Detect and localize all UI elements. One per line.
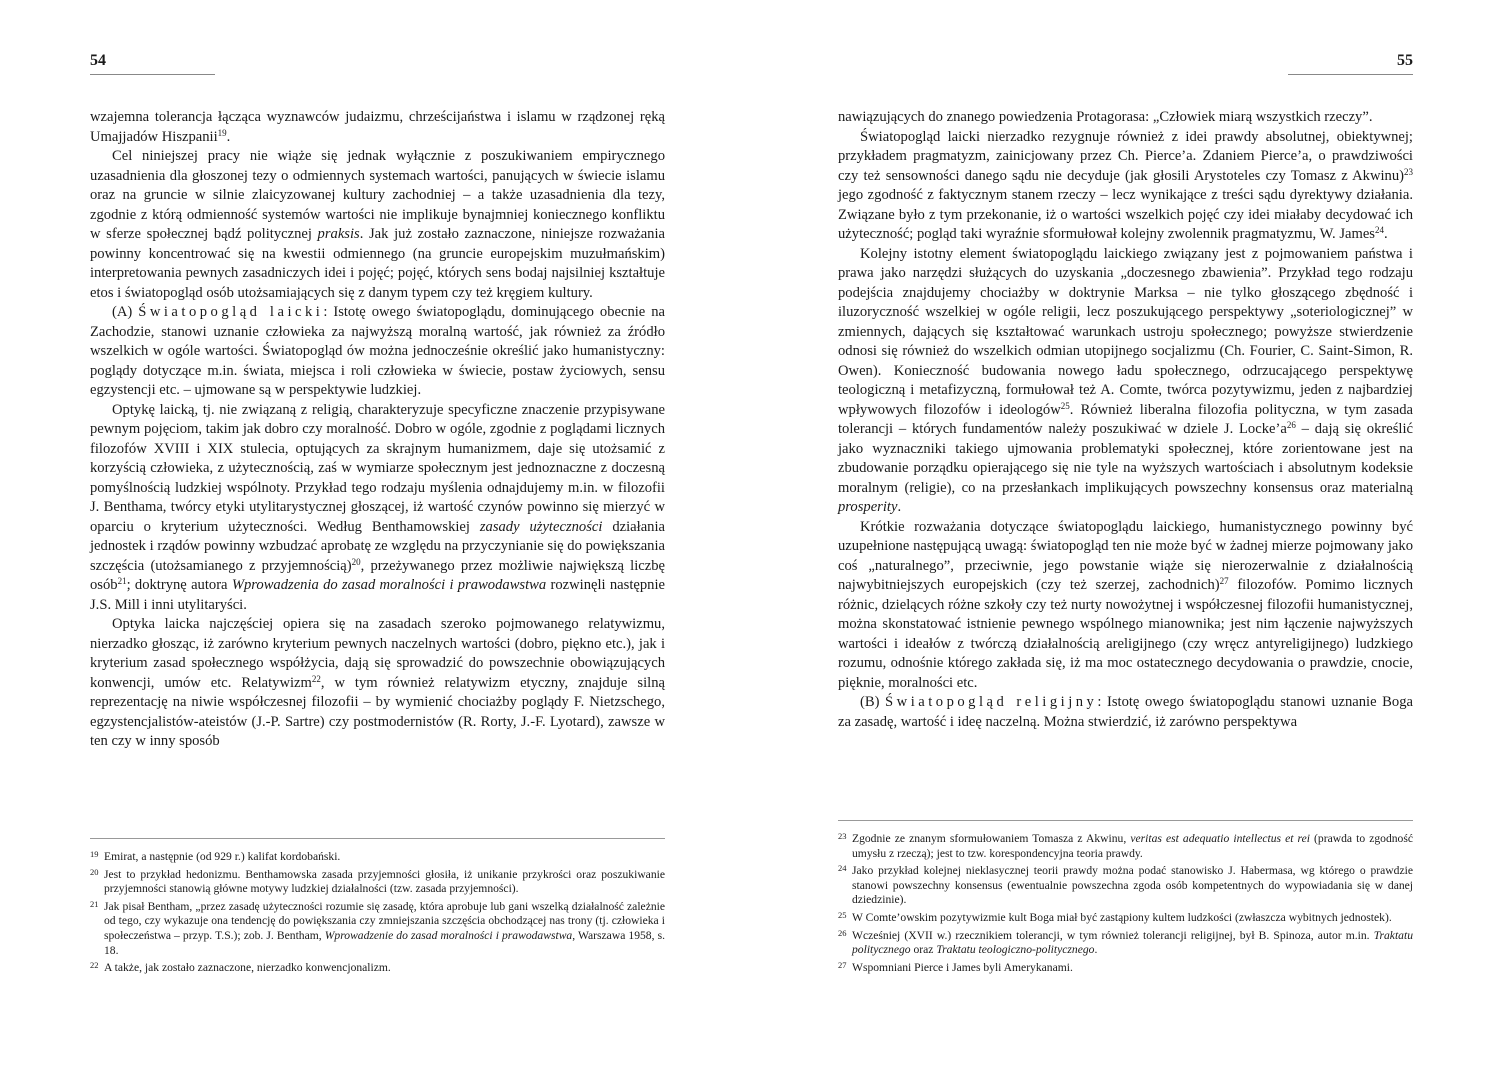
text-run: . Jak już zostało zaznaczone, niniejsze rozważania powinny koncentrować się na kwestii odmiennego (na gruncie europejskim muzułmańskim) interpretowania pewnych zasadniczych idei i pojęć; pojęć, których sens bodaj najsilniej kształtuje etos i światopogląd osób utożsamiających się z danym typem czy też kręgiem kultury.	[90, 226, 666, 301]
text-run: Jak pisał Bentham, „przez zasadę użyteczności rozumie się zasadę, która aprobuje lub gani wszelką działalność zależnie od tego, czy wykazuje ona tendencję do powiększania czy zmniejszania szczęścia obchodzącej nas trony (tj. człowieka i społeczeństwa – przyp. T.S.); zob. J. Bentham,	[104, 899, 665, 942]
footnote	[90, 897, 665, 958]
text-run: (A)	[112, 304, 139, 320]
text-run: wzajemna tolerancja łącząca wyznawców judaizmu, chrześcijaństwa i islamu w rządzonej ręką Umajjadów Hiszpanii	[90, 109, 665, 145]
footnote-ref: 24	[1374, 225, 1384, 235]
footnote-number: 24	[838, 863, 847, 874]
text-run: jego zgodność z faktycznym stanem rzeczy – lecz wynikające z treści sądu dyrektywy działania. Związane było z tym przekonanie, iż o wartości wszelkich pojęć czy idei miałaby decydować ich użyteczność; pogląd taki wyraźnie sformułował kolejny zwolennik pragmatyzmu, W. James	[838, 187, 1413, 242]
footnote	[90, 865, 665, 897]
right-page	[838, 0, 1413, 1072]
footnote-ref: 22	[311, 673, 321, 684]
footnote-ref: 21	[117, 576, 127, 586]
text-run: Jest to przykład hedonizmu. Benthamowska zasada przyjemności głosiła, iż unikanie przykrości oraz poszukiwanie przyjemności stanowią główne motywy ludzkiej działalności (tzw. zasada przyjemności).	[104, 867, 665, 896]
footnote-ref: 19	[217, 127, 227, 138]
body-text	[838, 108, 1413, 732]
text-run: Jako przykład kolejnej nieklasycznej teorii prawdy można podać stanowisko J. Habermasa, wg którego o prawdzie stanowi powszechny konsensus (ewentualnie powszechna zgoda osób kompetentnych do wypowiadania się w danej dziedzinie).	[852, 864, 1413, 907]
text-run: , w tym również relatywizm etyczny, znajduje silną reprezentację na niwie współczesnej filozofii – by wymienić chociażby poglądy F. Nietzschego, egzystencjalistów-ateistów (J.-P. Sartre) czy postmodernistów (R. Rorty, J.-F. Lyotard), zawsze w ten czy w inny sposób	[90, 674, 665, 749]
footnote-number: 20	[90, 866, 99, 877]
footnote	[838, 829, 1413, 861]
paragraph	[838, 245, 1413, 518]
paragraph	[90, 401, 665, 616]
text-run: A także, jak zostało zaznaczone, nierzadko konwencjonalizm.	[104, 961, 391, 975]
italic-text: Wprowadzenie do zasad moralności i prawodawstwa	[324, 928, 573, 942]
paragraph	[838, 108, 1413, 128]
footnote-number: 22	[90, 960, 99, 971]
text-run: Zgodnie ze znanym sformułowaniem Tomasza z Akwinu,	[852, 832, 1131, 845]
footnote-number: 23	[838, 831, 847, 841]
italic-text: Wprowadzenia do zasad moralności i prawodawstwa	[231, 577, 547, 593]
paragraph	[838, 518, 1413, 694]
text-run: : Istotę owego światopoglądu stanowi uznanie Boga za zasadę, wartość i ideę naczelną. Można stwierdzić, iż zarówno perspektywa	[838, 694, 1413, 730]
text-run: : Istotę owego światopoglądu, dominującego obecnie na Zachodzie, stanowi uznanie człowieka za najwyższą moralną wartość, jak również za źródło wszelkich w ogóle wartości. Światopogląd ów można jednocześnie określić jako humanistyczny: poglądy dotyczące m.in. świata, miejsca i roli człowieka w świecie, postaw życiowych, sensu egzystencji etc. – ujmowane są w perspektywie ludzkiej.	[90, 304, 665, 398]
text-run: Wcześniej (XVII w.) rzecznikiem tolerancji, w tym również tolerancji religijnej, był B. Spinoza, autor m.in.	[852, 928, 1374, 942]
text-run: Optyka laicka najczęściej opiera się na zasadach szeroko pojmowanego relatywizmu, nierzadko głosząc, iż zarówno kryterium pewnych naczelnych wartości (dobro, piękno etc.), jak i kryterium zasad społecznego współżycia, dają się sprowadzić do powszechnie obowiązujących konwencji, umów etc. Relatywizm	[90, 616, 665, 691]
page-number: 55	[1288, 52, 1413, 75]
text-run: Światopogląd laicki nierzadko rezygnuje również z idei prawdy absolutnej, obiektywnej; przykładem pragmatyzm, zainicjowany przez Ch. Pierce’a. Zdaniem Pierce’a, o prawdziwości czy też sensowności danego sądu nie decyduje (jak głosili Arystoteles czy Tomasz z Akwinu)	[838, 128, 1413, 184]
footnote-ref: 27	[1219, 576, 1229, 586]
text-run: Emirat, a następnie (od 929 r.) kalifat kordobański.	[104, 850, 341, 863]
footnote	[838, 926, 1413, 958]
paragraph	[90, 108, 665, 147]
italic-text: veritas est adequatio intellectus et rei	[1130, 832, 1310, 845]
text-run: Optykę laicką, tj. nie związaną z religią, charakteryzuje specyficzne znaczenie przypisywane pewnym pojęciom, takim jak dobro czy moralność. Dobro w ogóle, zgodnie z poglądami licznych filozofów XVIII i XIX stulecia, optujących za skrajnym humanizmem, daje się utożsamić z korzyścią człowieka, z użytecznością, zaś w wymiarze społecznym jest jednoznaczne z doczesną pomyślnością ludzkiej wspólnoty. Przykład tego rodzaju myślenia odnajdujemy m.in. w filozofii J. Benthama, twórcy etyki utylitarystycznej głoszącej, iż wartość czynów powinno się mierzyć w oparciu o kryterium użyteczności. Według Benthamowskiej	[90, 401, 665, 535]
footnote-number: 21	[90, 898, 99, 909]
footnote	[838, 861, 1413, 908]
footnote-number: 27	[838, 959, 847, 970]
text-run: Wspomniani Pierce i James byli Amerykanami.	[852, 960, 1073, 974]
footnote-ref: 26	[1286, 420, 1296, 430]
footnotes	[838, 820, 1413, 975]
footnote-ref: 20	[351, 556, 361, 567]
text-run: oraz	[910, 943, 937, 957]
text-run: (prawda to zgodność umysłu z rzeczą); jest to tzw. korespondencyjna teoria prawdy.	[852, 832, 1413, 860]
text-run: W Comte’owskim pozytywizmie kult Boga miał być zastąpiony kultem ludzkości (zwłaszcza wybitnych jednostek).	[852, 910, 1392, 924]
footnote-number: 25	[838, 909, 847, 920]
italic-text: zasady użyteczności	[479, 518, 603, 535]
text-run: – dają się określić jako wyznaczniki takiego ujmowania problematyki społecznej, które zorientowane jest na zbudowanie porządku opierającego się nie tyle na wyższych wartościach i absolutnym kodeksie moralnym (religie), co na przesłankach implikujących powszechny konsensus oraz materialną	[838, 421, 1414, 496]
footnotes	[90, 838, 665, 976]
text-run: filozofów. Pomimo licznych różnic, dzielących różne szkoły czy też nurty nowożytnej i współczesnej filozofii humanistycznej, można skonstatować istnienie pewnego wspólnego mianownika; jest nim łączenie najwyższych wartości i ideałów z twórczą działalnością areligijnego (czy wręcz antyreligijnego) ludzkiego rozumu, odnośnie którego zakłada się, iż ma moc ostatecznego decydowania o prawdzie, cnocie, pięknie, moralności etc.	[838, 577, 1413, 691]
footnote-ref: 25	[1060, 400, 1070, 411]
text-run: nawiązujących do znanego powiedzenia Protagorasa: „Człowiek miarą wszystkich rzeczy”.	[838, 109, 1373, 125]
italic-text: Traktatu teologiczno-politycznego	[936, 943, 1095, 957]
spaced-heading: Światopogląd religijny	[885, 694, 1098, 710]
paragraph	[838, 693, 1413, 732]
text-run: Kolejny istotny element światopoglądu laickiego związany jest z pojmowaniem państwa i prawa jako narzędzi służących do uzyskania „doczesnego zbawienia”. Przykład tego rodzaju podejścia znajdujemy chociażby w doktrynie Marksa – nie tylko głoszącego zbędność i iluzoryczność wszelkiej w ogóle religii, lecz poszukującego perspektywy „soteriologicznej” w zmiennych, dających się kształtować warunkach ustroju społecznego; powyższe stwierdzenie odnosi się również do wszelkich odmian utopijnego socjalizmu (Ch. Fourier, C. Saint-Simon, R. Owen). Konieczność budowania nowego ładu społecznego, odrzucającego perspektywę teologiczną i metafizyczną, formułował też A. Comte, twórca pozytywizmu, jeden z najbardziej wpływowych filozofów i ideologów	[838, 245, 1413, 418]
text-run: .	[1094, 943, 1098, 957]
paragraph	[90, 303, 665, 401]
text-run: .	[226, 128, 231, 145]
text-run: , przeżywanego przez możliwie największą liczbę osób	[90, 557, 665, 593]
text-run: . Również liberalna filozofia polityczna, w tym zasada tolerancji – których fundamentów należy poszukiwać w dziele J. Locke’a	[838, 401, 1414, 437]
left-page	[90, 0, 665, 1072]
text-run: Krótkie rozważania dotyczące światopoglądu laickiego, humanistycznego powinny być uzupełnione następującą uwagą: światopogląd ten nie może być w żadnej mierze pojmowany jako coś „naturalnego”, przeciwnie, jego powstanie wiąże się nierozerwalnie z działalnością najwybitniejszych europejskich (czy też szerzej, zachodnich)	[838, 518, 1413, 593]
footnote	[90, 958, 665, 976]
text-run: (B)	[860, 694, 886, 710]
italic-text: praksis	[317, 226, 360, 242]
text-run: działania jednostek i rządów powinny wzbudzać aprobatę ze względu na przyczynianie się do powiększania szczęścia (utożsamianego z przyjemnością)	[90, 518, 666, 574]
paragraph	[838, 128, 1413, 245]
text-run: , Warszawa 1958, s. 18.	[104, 928, 665, 957]
body-text	[90, 108, 665, 752]
text-run: .	[1383, 226, 1388, 242]
footnote-number: 26	[838, 927, 847, 938]
footnote	[838, 958, 1413, 976]
text-run: Cel niniejszej pracy nie wiąże się jednak wyłącznie z poszukiwaniem empirycznego uzasadnienia dla głoszonej tezy o odmiennych systemach wartości, panujących w świecie islamu oraz na gruncie w silnie zlaicyzowanej kultury zachodniej – a także uzasadnienia dla tezy, zgodnie z którą odmienność systemów wartości nie implikuje bynajmniej koniecznego konfliktu w sferze społecznej bądź politycznej	[90, 148, 665, 242]
paragraph	[90, 615, 665, 752]
text-run: rozwinęli następnie J.S. Mill i inni utylitaryści.	[90, 577, 665, 613]
italic-text: Traktatu politycznego	[852, 928, 1413, 957]
footnote	[838, 908, 1413, 926]
page-number: 54	[90, 52, 215, 75]
paragraph	[90, 147, 665, 303]
text-run: .	[897, 499, 902, 515]
footnote-number: 19	[90, 849, 99, 859]
footnote	[90, 847, 665, 865]
spaced-heading: Światopogląd laicki	[138, 304, 324, 320]
footnote-ref: 23	[1404, 166, 1413, 177]
text-run: ; doktrynę autora	[126, 577, 232, 593]
italic-text: prosperity	[838, 499, 898, 515]
